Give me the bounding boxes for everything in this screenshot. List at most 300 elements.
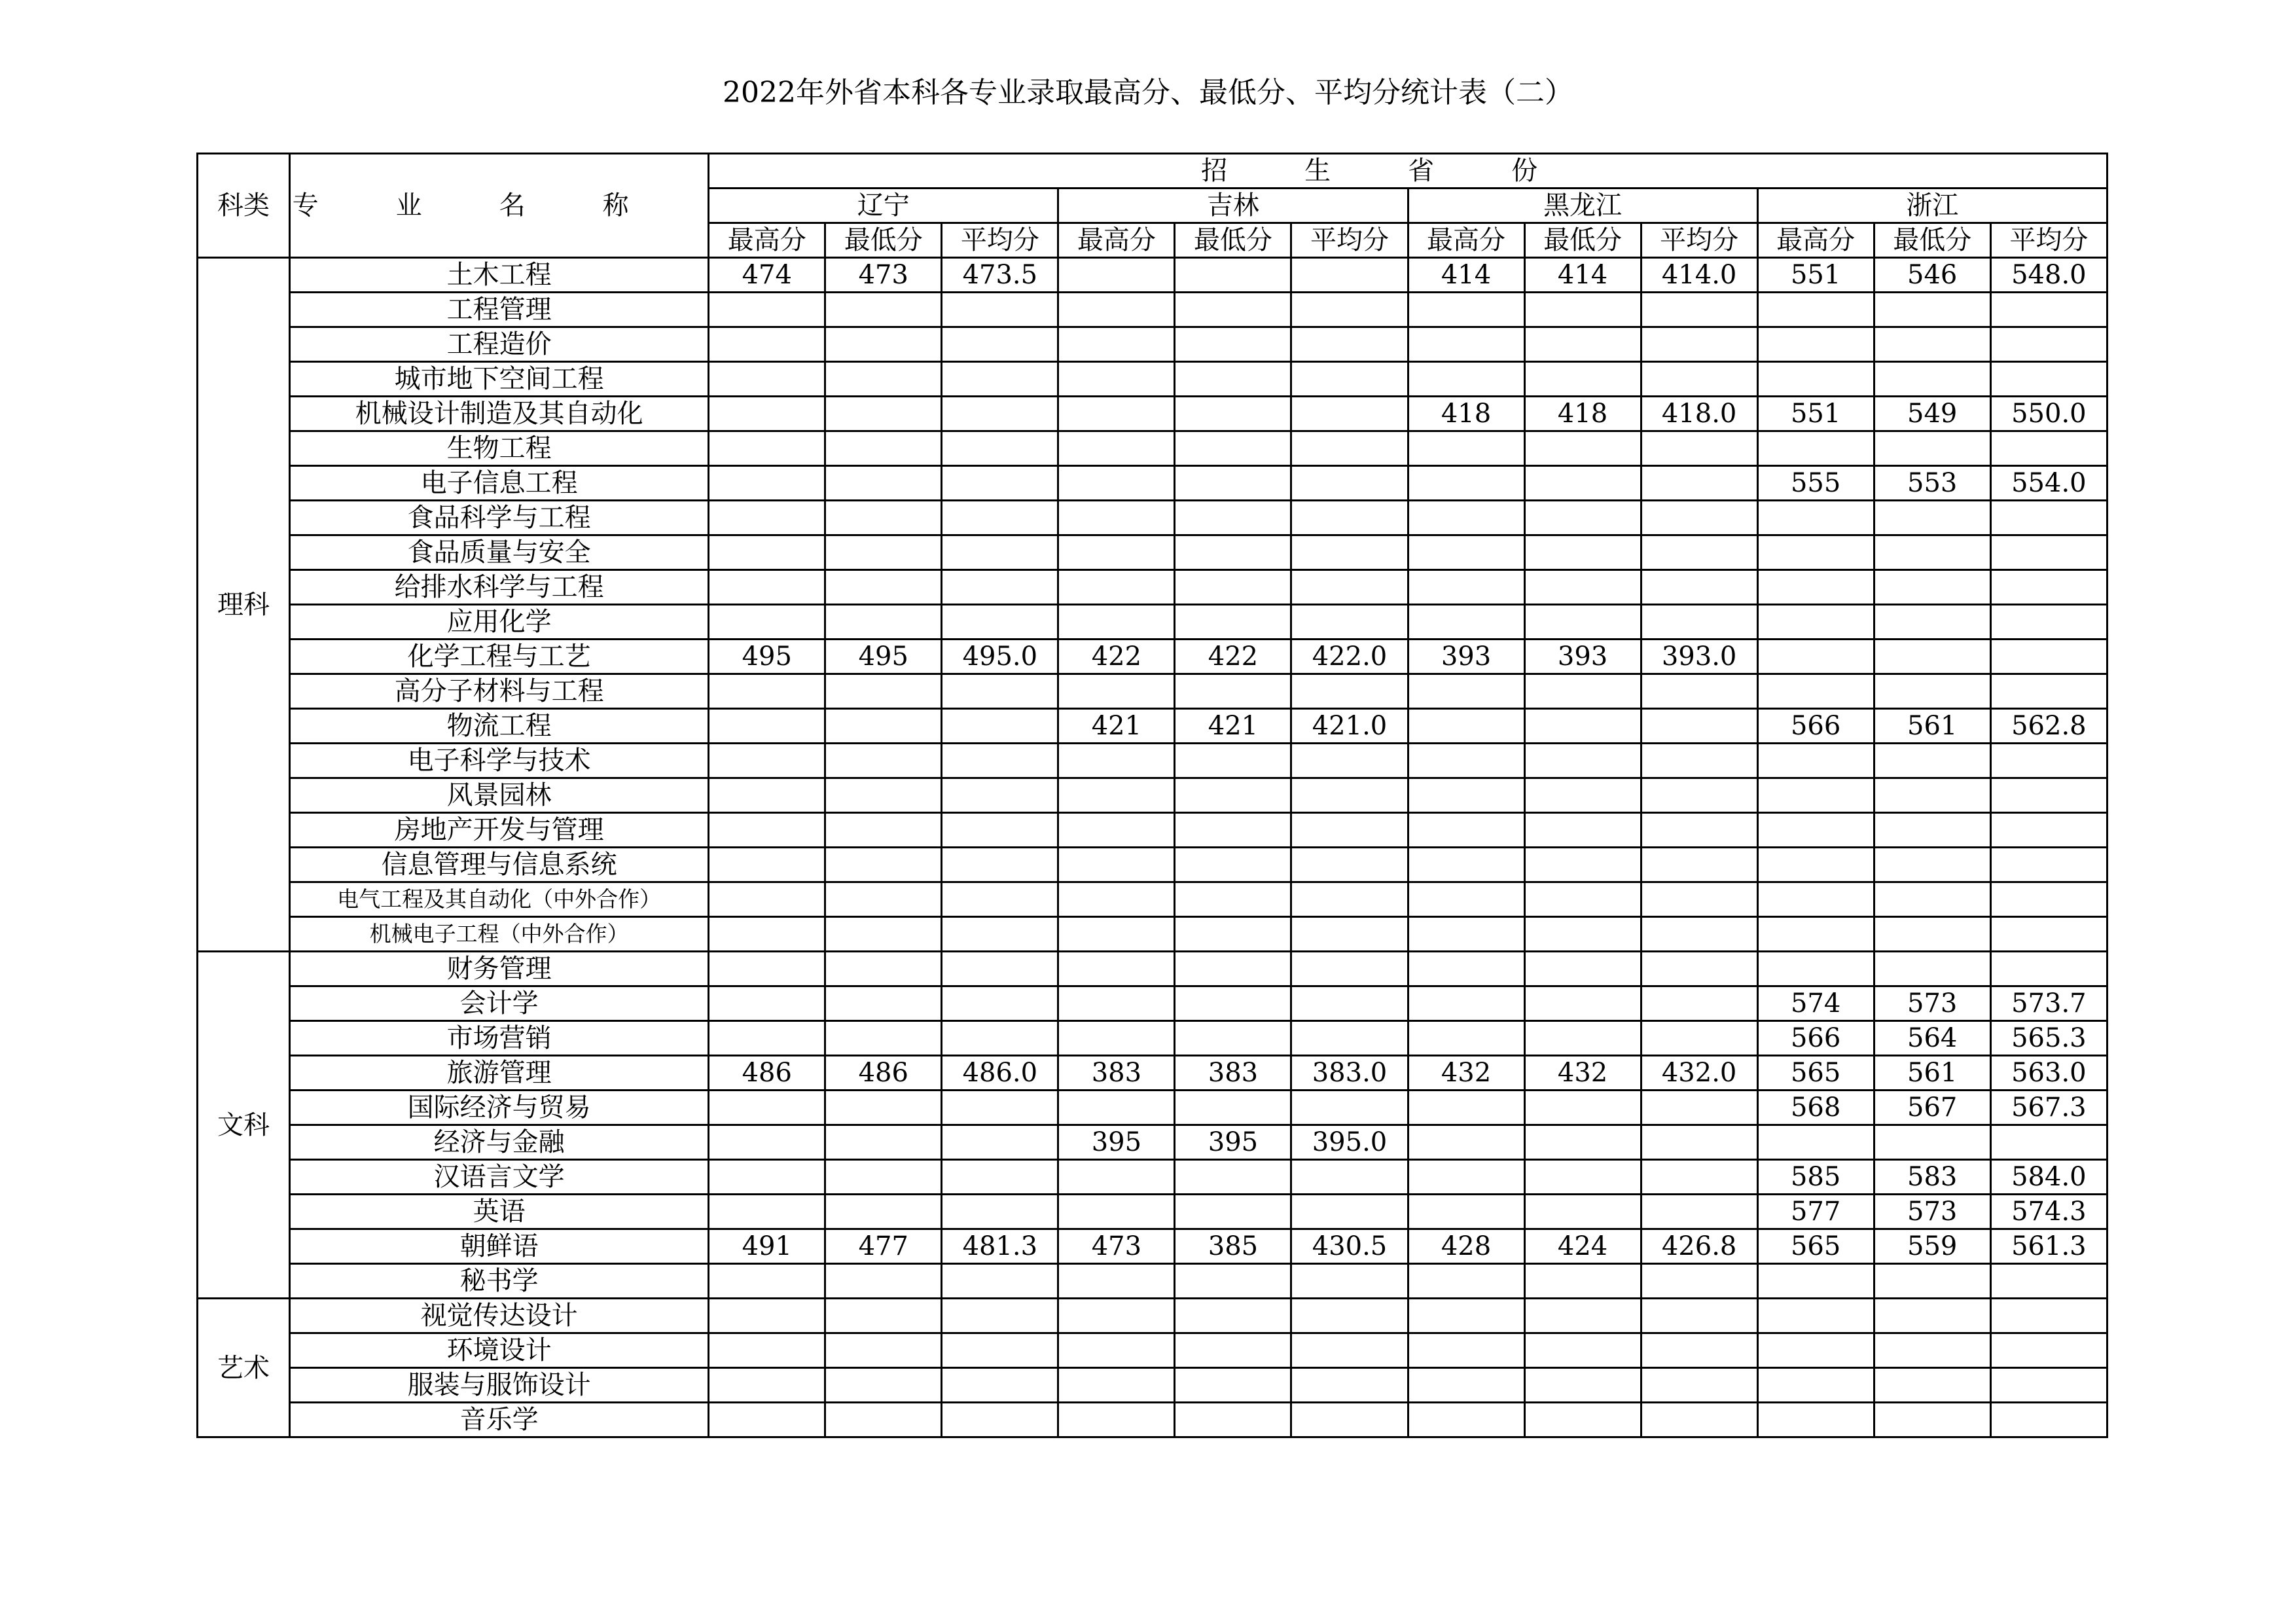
score-cell <box>1874 1333 1990 1368</box>
score-cell <box>825 1299 942 1333</box>
score-cell: 426.8 <box>1641 1229 1757 1264</box>
score-cell: 555 <box>1757 466 1874 501</box>
score-table <box>196 153 2108 1438</box>
score-cell <box>1408 1160 1524 1195</box>
score-cell <box>1874 362 1990 397</box>
major-name-cell: 机械设计制造及其自动化 <box>290 397 709 431</box>
score-cell <box>1175 917 1291 952</box>
score-cell <box>1291 397 1408 431</box>
score-cell <box>1291 952 1408 986</box>
score-cell <box>1291 1368 1408 1403</box>
score-cell <box>709 501 825 535</box>
score-cell: 564 <box>1874 1021 1990 1056</box>
score-cell <box>1990 431 2107 466</box>
major-name-cell: 汉语言文学 <box>290 1160 709 1195</box>
major-header: 专业名称 <box>290 154 709 258</box>
score-cell <box>1524 1160 1641 1195</box>
table-row <box>198 1229 2108 1264</box>
score-cell: 432.0 <box>1641 1056 1757 1091</box>
score-cell <box>1291 1160 1408 1195</box>
score-cell <box>1058 327 1175 362</box>
score-cell <box>1641 1195 1757 1229</box>
score-cell <box>1058 293 1175 327</box>
score-cell <box>1524 917 1641 952</box>
score-cell <box>942 1333 1058 1368</box>
score-cell <box>942 1091 1058 1125</box>
score-cell <box>1641 1125 1757 1160</box>
score-cell <box>1874 570 1990 605</box>
score-cell: 421 <box>1175 709 1291 744</box>
score-cell <box>1524 1368 1641 1403</box>
score-cell: 550.0 <box>1990 397 2107 431</box>
score-cell: 562.8 <box>1990 709 2107 744</box>
score-cell <box>1408 1091 1524 1125</box>
score-cell <box>1641 1160 1757 1195</box>
table-row <box>198 258 2108 293</box>
score-cell <box>942 1021 1058 1056</box>
score-label-header: 最高分 <box>1058 223 1175 258</box>
score-cell: 383 <box>1175 1056 1291 1091</box>
score-cell <box>709 570 825 605</box>
category-header: 科类 <box>198 154 290 258</box>
score-label-header: 最高分 <box>1757 223 1874 258</box>
score-cell: 418 <box>1408 397 1524 431</box>
score-cell <box>1058 813 1175 848</box>
score-cell: 573 <box>1874 1195 1990 1229</box>
score-cell <box>1175 605 1291 640</box>
score-cell <box>942 1264 1058 1299</box>
score-cell <box>1291 605 1408 640</box>
score-cell <box>942 501 1058 535</box>
score-cell <box>1408 1125 1524 1160</box>
score-cell <box>1175 1368 1291 1403</box>
score-cell <box>1175 1021 1291 1056</box>
score-cell <box>1058 1368 1175 1403</box>
score-cell <box>709 1368 825 1403</box>
score-label-header: 最低分 <box>825 223 942 258</box>
table-row <box>198 986 2108 1021</box>
score-cell: 486 <box>709 1056 825 1091</box>
score-cell: 574.3 <box>1990 1195 2107 1229</box>
score-cell <box>942 1403 1058 1437</box>
score-cell <box>942 813 1058 848</box>
score-cell <box>1058 258 1175 293</box>
table-row <box>198 1125 2108 1160</box>
score-cell <box>825 327 942 362</box>
score-cell: 566 <box>1757 709 1874 744</box>
table-row <box>198 640 2108 674</box>
score-cell <box>1058 1195 1175 1229</box>
score-cell <box>942 1160 1058 1195</box>
score-label-header: 平均分 <box>1641 223 1757 258</box>
score-cell <box>1058 605 1175 640</box>
score-cell <box>1757 605 1874 640</box>
score-cell <box>1641 466 1757 501</box>
score-cell <box>1641 535 1757 570</box>
score-cell: 414 <box>1524 258 1641 293</box>
score-cell <box>1524 986 1641 1021</box>
score-cell <box>1757 431 1874 466</box>
source-provinces-header: 招生省份 <box>709 154 2108 189</box>
table-row <box>198 1091 2108 1125</box>
score-cell: 414 <box>1408 258 1524 293</box>
score-cell <box>825 1021 942 1056</box>
major-name-cell: 给排水科学与工程 <box>290 570 709 605</box>
score-cell <box>1757 744 1874 778</box>
score-cell <box>942 327 1058 362</box>
score-cell <box>709 674 825 709</box>
score-cell: 548.0 <box>1990 258 2107 293</box>
score-cell <box>1175 431 1291 466</box>
score-cell <box>1058 501 1175 535</box>
score-cell <box>1641 778 1757 813</box>
score-cell <box>1641 431 1757 466</box>
score-cell <box>1874 535 1990 570</box>
score-cell <box>709 744 825 778</box>
score-cell: 495 <box>825 640 942 674</box>
score-cell <box>1524 674 1641 709</box>
score-cell <box>1990 882 2107 917</box>
score-cell: 583 <box>1874 1160 1990 1195</box>
score-label-header: 最高分 <box>709 223 825 258</box>
province-header: 浙江 <box>1757 189 2107 223</box>
score-cell <box>825 744 942 778</box>
province-header: 吉林 <box>1058 189 1408 223</box>
major-name-cell: 化学工程与工艺 <box>290 640 709 674</box>
score-cell <box>709 1299 825 1333</box>
major-name-cell: 土木工程 <box>290 258 709 293</box>
score-cell <box>1291 1195 1408 1229</box>
score-cell <box>825 397 942 431</box>
category-cell: 理科 <box>198 258 290 952</box>
score-cell <box>1524 778 1641 813</box>
score-cell <box>1291 1264 1408 1299</box>
score-cell <box>1408 1021 1524 1056</box>
score-cell <box>1058 397 1175 431</box>
score-cell <box>1058 466 1175 501</box>
score-cell <box>1058 917 1175 952</box>
score-cell <box>1524 1403 1641 1437</box>
score-cell <box>1058 744 1175 778</box>
table-row <box>198 570 2108 605</box>
major-name-cell: 服装与服饰设计 <box>290 1368 709 1403</box>
score-cell <box>709 848 825 882</box>
score-cell <box>709 535 825 570</box>
score-cell: 561 <box>1874 709 1990 744</box>
score-cell <box>709 1403 825 1437</box>
score-cell <box>1408 813 1524 848</box>
score-cell <box>942 1299 1058 1333</box>
score-cell <box>1641 1403 1757 1437</box>
score-cell <box>1408 327 1524 362</box>
score-cell: 481.3 <box>942 1229 1058 1264</box>
score-cell <box>1058 535 1175 570</box>
score-cell <box>825 501 942 535</box>
score-cell <box>1524 1195 1641 1229</box>
score-cell <box>942 778 1058 813</box>
score-cell <box>1408 466 1524 501</box>
score-cell: 474 <box>709 258 825 293</box>
score-cell <box>1641 605 1757 640</box>
table-row <box>198 778 2108 813</box>
score-cell <box>1990 848 2107 882</box>
score-cell <box>1641 813 1757 848</box>
score-cell <box>942 570 1058 605</box>
score-cell: 568 <box>1757 1091 1874 1125</box>
score-cell <box>1757 501 1874 535</box>
score-cell <box>1058 570 1175 605</box>
score-cell <box>709 397 825 431</box>
score-cell <box>1291 848 1408 882</box>
score-cell: 432 <box>1408 1056 1524 1091</box>
score-cell <box>1408 1333 1524 1368</box>
major-name-cell: 高分子材料与工程 <box>290 674 709 709</box>
score-cell: 565.3 <box>1990 1021 2107 1056</box>
table-row <box>198 1333 2108 1368</box>
score-cell <box>1874 778 1990 813</box>
score-cell <box>825 986 942 1021</box>
score-cell <box>1175 1264 1291 1299</box>
score-cell: 383 <box>1058 1056 1175 1091</box>
score-cell <box>1291 431 1408 466</box>
score-cell: 393 <box>1408 640 1524 674</box>
score-cell <box>1058 362 1175 397</box>
score-cell <box>942 744 1058 778</box>
score-cell <box>825 466 942 501</box>
table-row <box>198 397 2108 431</box>
score-cell <box>1175 674 1291 709</box>
score-cell <box>1874 640 1990 674</box>
score-cell <box>1757 848 1874 882</box>
score-cell <box>1990 1125 2107 1160</box>
score-cell <box>1874 813 1990 848</box>
score-cell <box>1641 882 1757 917</box>
score-cell <box>1408 778 1524 813</box>
score-cell <box>1641 1368 1757 1403</box>
score-cell <box>825 1264 942 1299</box>
score-cell <box>1291 570 1408 605</box>
score-cell: 395 <box>1175 1125 1291 1160</box>
score-cell: 473 <box>1058 1229 1175 1264</box>
score-cell <box>709 1125 825 1160</box>
score-cell <box>1641 362 1757 397</box>
score-cell: 428 <box>1408 1229 1524 1264</box>
table-row <box>198 431 2108 466</box>
score-cell <box>825 431 942 466</box>
score-cell <box>825 848 942 882</box>
score-cell <box>942 1195 1058 1229</box>
score-cell <box>709 917 825 952</box>
score-cell <box>1175 744 1291 778</box>
score-cell <box>1408 882 1524 917</box>
score-cell <box>1757 535 1874 570</box>
score-cell <box>1408 674 1524 709</box>
score-cell <box>1408 570 1524 605</box>
score-cell <box>1990 1403 2107 1437</box>
score-cell <box>709 431 825 466</box>
score-cell <box>825 535 942 570</box>
province-header: 辽宁 <box>709 189 1058 223</box>
score-cell: 418.0 <box>1641 397 1757 431</box>
table-row <box>198 952 2108 986</box>
score-cell <box>1874 848 1990 882</box>
score-cell <box>1874 674 1990 709</box>
score-cell <box>1408 744 1524 778</box>
table-row <box>198 535 2108 570</box>
score-cell <box>942 1125 1058 1160</box>
score-cell <box>1408 1264 1524 1299</box>
score-cell: 565 <box>1757 1229 1874 1264</box>
score-cell <box>1291 674 1408 709</box>
category-cell: 文科 <box>198 952 290 1299</box>
score-cell <box>1757 1368 1874 1403</box>
table-row <box>198 882 2108 917</box>
score-cell <box>1291 293 1408 327</box>
score-cell <box>1990 1333 2107 1368</box>
score-cell <box>1757 570 1874 605</box>
score-cell <box>709 327 825 362</box>
score-cell <box>1291 744 1408 778</box>
score-cell <box>1524 501 1641 535</box>
score-cell: 565 <box>1757 1056 1874 1091</box>
score-cell <box>825 674 942 709</box>
score-cell <box>1175 1195 1291 1229</box>
province-header: 黑龙江 <box>1408 189 1757 223</box>
score-label-header: 最低分 <box>1874 223 1990 258</box>
score-cell <box>709 778 825 813</box>
major-name-cell: 视觉传达设计 <box>290 1299 709 1333</box>
score-cell <box>1524 709 1641 744</box>
score-cell <box>1058 882 1175 917</box>
score-cell <box>1058 952 1175 986</box>
score-cell <box>709 1195 825 1229</box>
score-cell <box>825 605 942 640</box>
score-cell: 422 <box>1175 640 1291 674</box>
score-cell <box>942 917 1058 952</box>
score-cell <box>1291 258 1408 293</box>
score-cell <box>1990 1368 2107 1403</box>
score-cell: 486.0 <box>942 1056 1058 1091</box>
score-cell <box>825 1403 942 1437</box>
score-cell <box>709 1333 825 1368</box>
score-cell <box>1175 848 1291 882</box>
score-cell <box>1641 917 1757 952</box>
score-cell <box>1175 986 1291 1021</box>
score-cell: 424 <box>1524 1229 1641 1264</box>
score-cell: 551 <box>1757 258 1874 293</box>
score-cell: 567 <box>1874 1091 1990 1125</box>
score-cell <box>1524 327 1641 362</box>
score-cell <box>1175 1299 1291 1333</box>
score-cell: 422 <box>1058 640 1175 674</box>
score-cell: 491 <box>709 1229 825 1264</box>
score-cell <box>1175 778 1291 813</box>
major-name-cell: 旅游管理 <box>290 1056 709 1091</box>
score-cell <box>825 1333 942 1368</box>
score-cell <box>709 813 825 848</box>
score-cell: 432 <box>1524 1056 1641 1091</box>
score-cell <box>1175 466 1291 501</box>
score-cell <box>1641 1333 1757 1368</box>
score-cell <box>1524 1264 1641 1299</box>
major-name-cell: 环境设计 <box>290 1333 709 1368</box>
score-cell <box>1408 1368 1524 1403</box>
score-cell <box>1641 952 1757 986</box>
score-cell <box>709 1264 825 1299</box>
major-name-cell: 物流工程 <box>290 709 709 744</box>
score-cell <box>1175 882 1291 917</box>
score-cell <box>1641 986 1757 1021</box>
score-cell <box>1641 1264 1757 1299</box>
score-cell: 574 <box>1757 986 1874 1021</box>
score-cell <box>1874 1125 1990 1160</box>
score-cell: 421.0 <box>1291 709 1408 744</box>
table-row <box>198 327 2108 362</box>
category-cell: 艺术 <box>198 1299 290 1437</box>
score-cell <box>709 1091 825 1125</box>
table-row <box>198 1368 2108 1403</box>
score-cell: 422.0 <box>1291 640 1408 674</box>
score-cell <box>1408 293 1524 327</box>
table-row <box>198 1264 2108 1299</box>
score-cell: 546 <box>1874 258 1990 293</box>
table-row <box>198 293 2108 327</box>
score-cell <box>1524 535 1641 570</box>
score-cell <box>1641 1091 1757 1125</box>
score-cell <box>1291 1091 1408 1125</box>
score-cell <box>1757 640 1874 674</box>
score-cell <box>1408 1195 1524 1229</box>
score-cell <box>1874 917 1990 952</box>
header-row-1 <box>198 154 2108 189</box>
major-name-cell: 工程管理 <box>290 293 709 327</box>
table-row <box>198 1403 2108 1437</box>
major-name-cell: 机械电子工程（中外合作） <box>290 917 709 952</box>
score-cell <box>942 466 1058 501</box>
score-cell <box>825 813 942 848</box>
score-cell <box>825 1091 942 1125</box>
score-cell <box>1990 640 2107 674</box>
score-cell <box>1757 1125 1874 1160</box>
score-cell <box>1757 1264 1874 1299</box>
score-cell <box>1990 674 2107 709</box>
score-cell <box>1408 986 1524 1021</box>
score-cell <box>1524 882 1641 917</box>
major-name-cell: 英语 <box>290 1195 709 1229</box>
score-label-header: 平均分 <box>1990 223 2107 258</box>
score-cell: 418 <box>1524 397 1641 431</box>
major-name-cell: 应用化学 <box>290 605 709 640</box>
score-cell <box>709 1160 825 1195</box>
table-row <box>198 501 2108 535</box>
major-name-cell: 经济与金融 <box>290 1125 709 1160</box>
score-cell <box>1291 986 1408 1021</box>
score-cell <box>1990 778 2107 813</box>
score-cell <box>942 605 1058 640</box>
score-label-header: 平均分 <box>1291 223 1408 258</box>
score-cell <box>825 293 942 327</box>
table-row <box>198 744 2108 778</box>
score-cell <box>1291 813 1408 848</box>
score-cell <box>1524 848 1641 882</box>
score-cell: 495.0 <box>942 640 1058 674</box>
score-cell: 585 <box>1757 1160 1874 1195</box>
score-cell <box>1990 952 2107 986</box>
score-cell <box>825 1368 942 1403</box>
score-cell <box>825 362 942 397</box>
score-cell <box>942 848 1058 882</box>
score-cell <box>1524 813 1641 848</box>
